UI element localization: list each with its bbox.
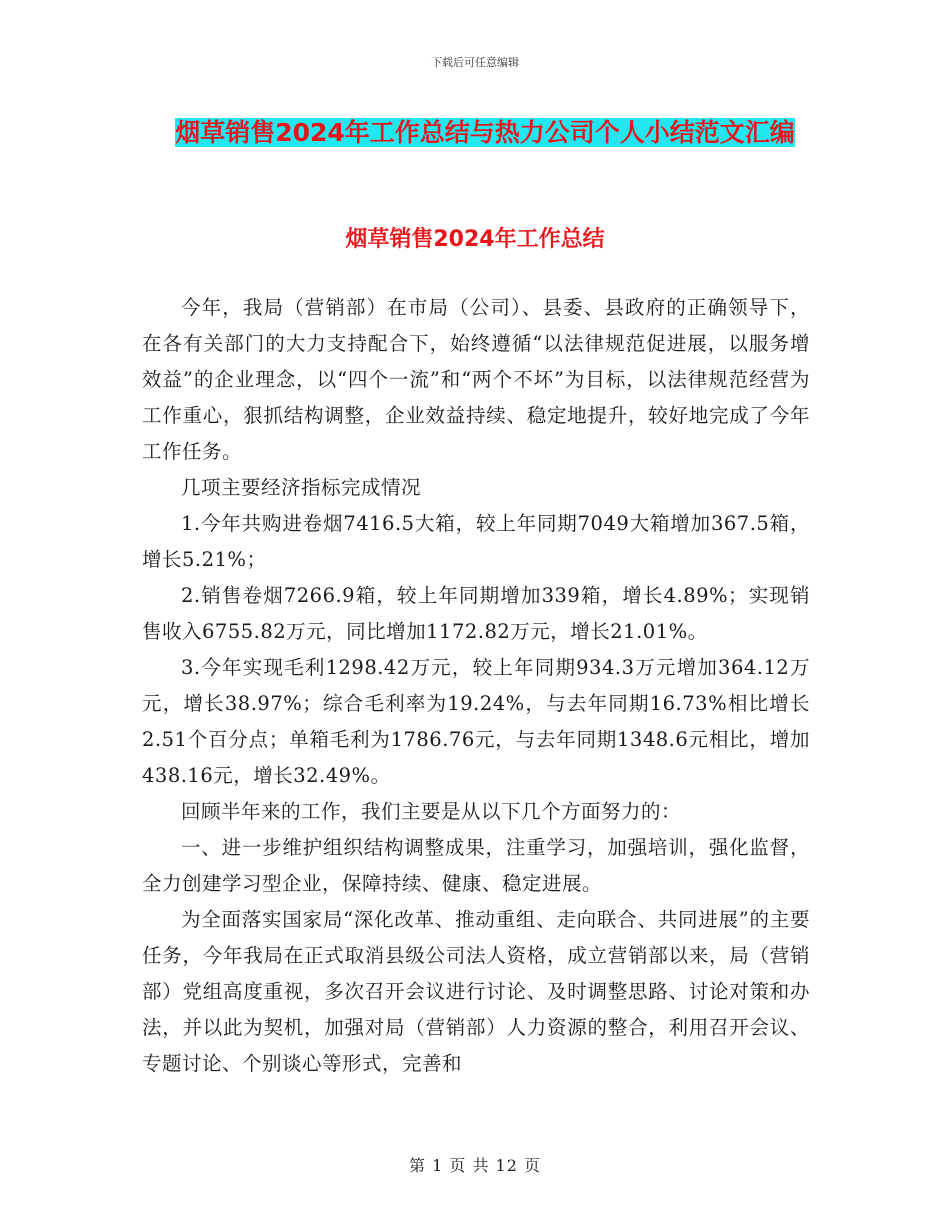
section-title: 烟草销售2024年工作总结 <box>345 227 605 252</box>
document-title-text: 烟草销售2024年工作总结与热力公司个人小结范文汇编 <box>175 118 795 147</box>
paragraph: 几项主要经济指标完成情况 <box>181 476 422 499</box>
paragraph: 3.今年实现毛利1298.42万元，较上年同期934.3万元增加364.12万元，增长38.97%；综合毛利率为19.24%，与去年同期16.73%相比增长2.51个百分点；单箱毛利为1786.76元，与去年同期1348.6元相比，增加438.16元，增长32.49%。 <box>142 656 810 787</box>
paragraph: 回顾半年来的工作，我们主要是从以下几个方面努力的： <box>181 800 682 823</box>
paragraph: 一、进一步维护组织结构调整成果，注重学习，加强培训，强化监督，全力创建学习型企业，保障持续、健康、稳定进展。 <box>142 836 810 895</box>
paragraph: 2.销售卷烟7266.9箱，较上年同期增加339箱，增长4.89%；实现销售收入6755.82万元，同比增加1172.82万元，增长21.01%。 <box>142 584 810 643</box>
paragraph: 为全面落实国家局“深化改革、推动重组、走向联合、共同进展”的主要任务，今年我局在正式取消县级公司法人资格，成立营销部以来，局（营销部）党组高度重视，多次召开会议进行讨论、及时调整思路、讨论对策和办法，并以此为契机，加强对局（营销部）人力资源的整合，利用召开会议、专题讨论、个别谈心等形式，完善和 <box>142 908 810 1075</box>
document-body <box>142 290 810 1082</box>
paragraph: 1.今年共购进卷烟7416.5大箱，较上年同期7049大箱增加367.5箱，增长5.21%； <box>142 512 810 571</box>
paragraph: 今年，我局（营销部）在市局（公司）、县委、县政府的正确领导下，在各有关部门的大力支持配合下，始终遵循“以法律规范促进展，以服务增效益”的企业理念，以“四个一流”和“两个不坏”为目标，以法律规范经营为工作重心，狠抓结构调整，企业效益持续、稳定地提升，较好地完成了今年工作任务。 <box>142 296 810 463</box>
page-footer: 第 1 页 共 12 页 <box>409 1156 541 1175</box>
header-note: 下载后可任意编辑 <box>431 56 519 69</box>
document-title <box>140 110 830 155</box>
